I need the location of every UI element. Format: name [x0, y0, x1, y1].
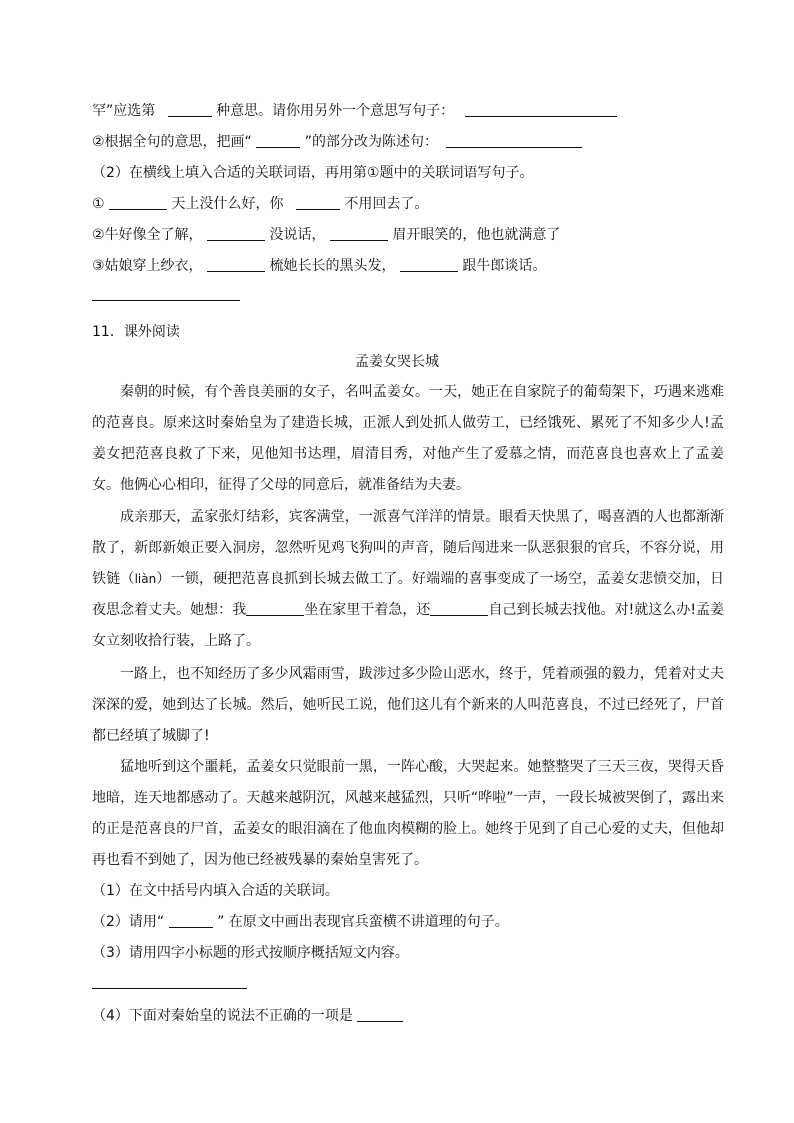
answer-blank[interactable] — [168, 102, 212, 117]
q10-text: ”的部分改为陈述句： — [304, 134, 438, 150]
q10-text: 不用回去了。 — [344, 196, 429, 212]
passage-paragraph-4: 猛地听到这个噩耗，孟姜女只觉眼前一黑，一阵心酸，大哭起来。她整整哭了三天三夜，哭得天昏地暗，连天地都感动了。天越来越阴沉，风越来越猛烈，只听“哗啦”一声，一段长城被哭倒了，露出来的正是范喜良的尸首，孟姜女的眼泪滴在了他血肉模糊的脸上。她终于见到了自己心爱的丈夫，但他却再也看不到她了，因为他已经被残暴的秦始皇害死了。 — [92, 759, 724, 868]
answer-blank[interactable] — [430, 601, 488, 616]
q10-line-4 — [92, 194, 428, 214]
answer-blank[interactable] — [357, 1007, 403, 1022]
q10-text: ②根据全句的意思，把画“ — [92, 134, 252, 150]
answer-blank[interactable] — [465, 102, 617, 117]
answer-blank[interactable] — [256, 133, 300, 148]
q10-line-1 — [92, 101, 617, 121]
q10-text: 天上没什么好，你 — [171, 196, 284, 212]
q10-line-2 — [92, 132, 582, 152]
q10-line-5 — [92, 225, 560, 245]
q10-text: ③姑娘穿上纱衣， — [92, 258, 203, 274]
answer-blank[interactable] — [109, 195, 167, 210]
answer-line[interactable] — [92, 988, 247, 989]
q11-heading: 11．课外阅读 — [92, 324, 180, 340]
pinyin-annotation: liàn — [134, 572, 157, 586]
passage-paragraph-1: 秦朝的时候，有个善良美丽的女子，名叫孟姜女。一天，她正在自家院子的葡萄架下，巧遇来逃难的范喜良。原来这时秦始皇为了建造长城，正派人到处抓人做劳工，已经饿死、累死了不知多少人!孟姜女把范喜良救了下来，见他知书达理，眉清目秀，对他产生了爱慕之情，而范喜良也喜欢上了孟姜女。他俩心心相印，征得了父母的同意后，就准备结为夫妻。 — [92, 384, 724, 493]
passage-text: 坐在家里干着急，还 — [304, 602, 431, 618]
passage-text: 自己到长城去找他。对!就这么办!孟姜女立刻收拾行装，上路了。 — [92, 602, 724, 649]
passage-text: 成亲那天，孟家张灯结彩，宾客满堂，一派喜气洋洋的情景。眼看天快黑了，喝喜酒的人也都渐渐散了，新郎新娘正要入洞房，忽然听见鸡飞狗叫的声音，随后闯进来一队恶狠狠的官兵，不容分说，用铁链（ — [92, 509, 724, 587]
passage-text: ）一锁，硬把范喜良抓到长城去做工了。好端端的喜事变成了一场空，孟姜女悲愤交加，日夜思念着丈夫。她想：我 — [92, 571, 725, 618]
q10-line-6 — [92, 256, 546, 276]
q10-instruction-2: （2）在横线上填入合适的关联词语，再用第①题中的关联词语写句子。 — [92, 165, 534, 181]
answer-blank[interactable] — [207, 257, 265, 272]
q11-question-2 — [92, 912, 509, 932]
passage-paragraph-3: 一路上，也不知经历了多少风霜雨雪，跋涉过多少险山恶水，终于，凭着顽强的毅力，凭着对丈夫深深的爱，她到达了长城。然后，她听民工说，他们这儿有个新来的人叫范喜良，不过已经死了，尸首都已经填了城脚了! — [92, 666, 724, 744]
q10-text: ②牛好像全了解， — [92, 227, 203, 243]
answer-blank[interactable] — [330, 226, 388, 241]
q10-text: 种意思。请你用另外一个意思写句子： — [216, 103, 455, 119]
question-text: （2）请用“ — [92, 914, 165, 930]
answer-line[interactable] — [92, 300, 240, 301]
q11-question-3: （3）请用四字小标题的形式按顺序概括短文内容。 — [92, 945, 409, 961]
q10-text: 罕”应选第 — [92, 103, 156, 119]
answer-blank[interactable] — [446, 133, 582, 148]
q11-question-4 — [92, 1006, 403, 1026]
passage-paragraph-2 — [92, 502, 724, 657]
q10-text: 没说话， — [269, 227, 326, 243]
answer-blank[interactable] — [207, 226, 265, 241]
q10-text: 眉开眼笑的，他也就满意了 — [392, 227, 561, 243]
question-text: （4）下面对秦始皇的说法不正确的一项是 — [92, 1008, 353, 1024]
q10-text: ① — [92, 196, 105, 212]
answer-blank[interactable] — [169, 913, 213, 928]
answer-blank[interactable] — [246, 601, 304, 616]
answer-blank[interactable] — [296, 195, 340, 210]
question-text: ” 在原文中画出表现官兵蛮横不讲道理的句子。 — [217, 914, 509, 930]
answer-blank[interactable] — [400, 257, 458, 272]
q10-text: 梳她长长的黑头发， — [269, 258, 396, 274]
passage-title: 孟姜女哭长城 — [355, 354, 439, 370]
q11-question-1: （1）在文中括号内填入合适的关联词。 — [92, 883, 339, 899]
q10-text: 跟牛郎谈话。 — [462, 258, 547, 274]
